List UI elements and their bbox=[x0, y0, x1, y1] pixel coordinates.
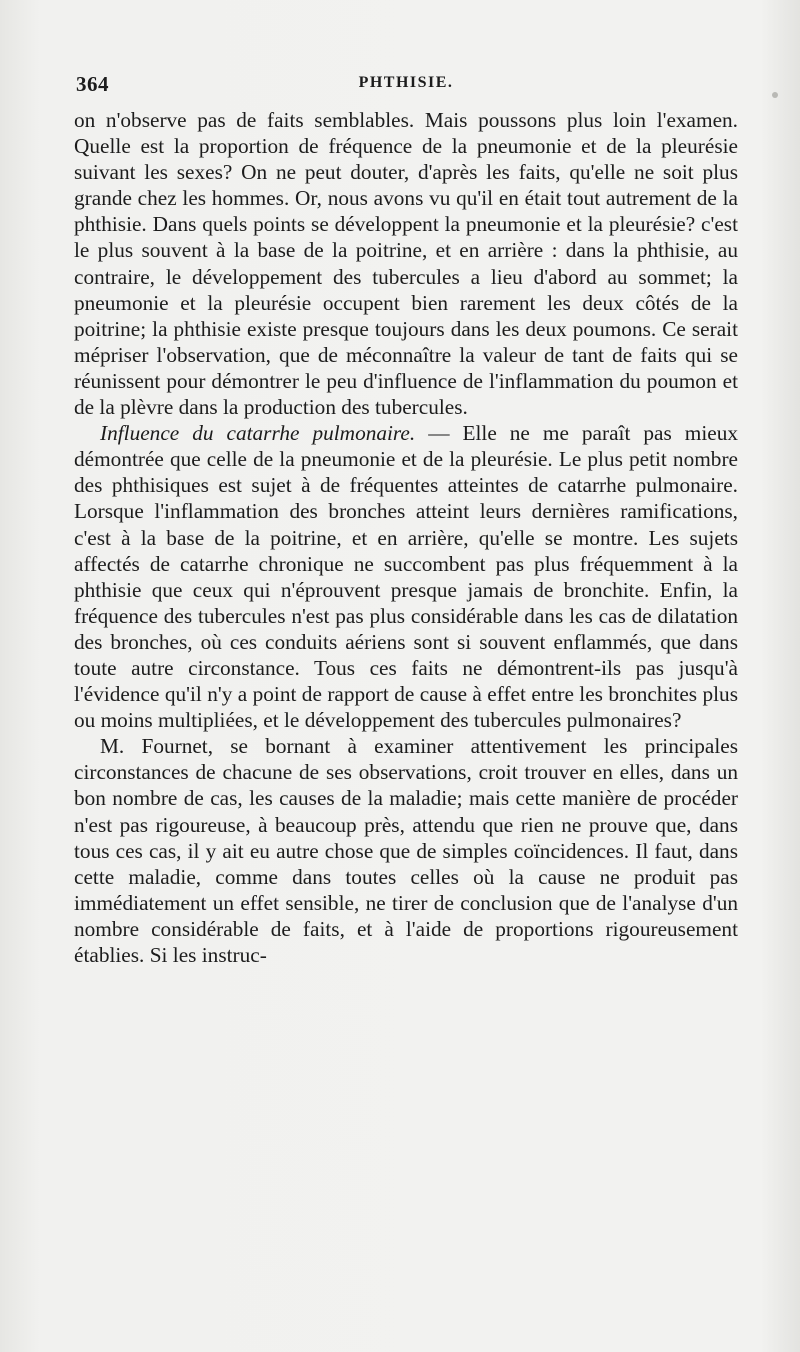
paragraph-3 bbox=[74, 733, 738, 968]
body-text bbox=[74, 107, 738, 968]
page-number: 364 bbox=[76, 72, 109, 96]
page-header bbox=[76, 72, 736, 102]
paper-speck bbox=[772, 92, 778, 98]
paragraph-2-text: — Elle ne me paraît pas mieux démontrée que celle de la pneumonie et de la pleurésie. Le plus petit nombre des phthisiques est sujet à de fréquentes atteintes de catarrhe pulmonaire. Lorsque l'inflammation des bronches atteint leurs dernières ramifications, c'est à la base de la poitrine, et en arrière, qu'elle se montre. Les sujets affectés de catarrhe chronique ne succombent pas plus fréquemment à la phthisie que ceux qui n'éprouvent presque jamais de bronchite. Enfin, la fréquence des tubercules n'est pas plus considérable dans les cas de dilatation des bronches, où ces conduits aériens sont si souvent enflammés, que dans toute autre circonstance. Tous ces faits ne démontrent-ils pas jusqu'à l'évidence qu'il n'y a point de rapport de cause à effet entre les bronchites plus ou moins multipliées, et le développement des tubercules pulmonaires? bbox=[74, 421, 738, 733]
running-title: PHTHISIE. bbox=[358, 74, 454, 91]
paragraph-1 bbox=[74, 107, 738, 420]
paragraph-1-text: on n'observe pas de faits semblables. Mais poussons plus loin l'examen. Quelle est la proportion de fréquence de la pneumonie et de la pleurésie suivant les sexes? On ne peut douter, d'après les faits, qu'elle ne soit plus grande chez les hommes. Or, nous avons vu qu'il en était tout autrement de la phthisie. Dans quels points se développent la pneumonie et la pleurésie? c'est le plus souvent à la base de la poitrine, et en arrière : dans la phthisie, au contraire, le développement des tubercules a lieu d'abord au sommet; la pneumonie et la pleurésie occupent bien rarement les deux côtés de la poitrine; la phthisie existe presque toujours dans les deux poumons. Ce serait mépriser l'observation, que de méconnaître la valeur de tant de faits qui se réunissent pour démontrer le peu d'influence de l'inflammation du poumon et de la plèvre dans la production des tubercules. bbox=[74, 108, 738, 420]
paragraph-2 bbox=[74, 420, 738, 733]
section-title-catarrhe: Influence du catarrhe pulmonaire. bbox=[100, 421, 416, 446]
paragraph-3-text: M. Fournet, se bornant à examiner attentivement les principales circonstances de chacune de ses observations, croit trouver en elles, dans un bon nombre de cas, les causes de la maladie; mais cette manière de procéder n'est pas rigoureuse, à beaucoup près, attendu que rien ne prouve que, dans tous ces cas, il y ait eu autre chose que de simples coïncidences. Il faut, dans cette maladie, comme dans toutes celles où la cause ne produit pas immédiatement un effet sensible, ne tirer de conclusion que de l'analyse d'un nombre considérable de faits, et à l'aide de proportions rigoureusement établies. Si les instruc- bbox=[74, 734, 738, 967]
